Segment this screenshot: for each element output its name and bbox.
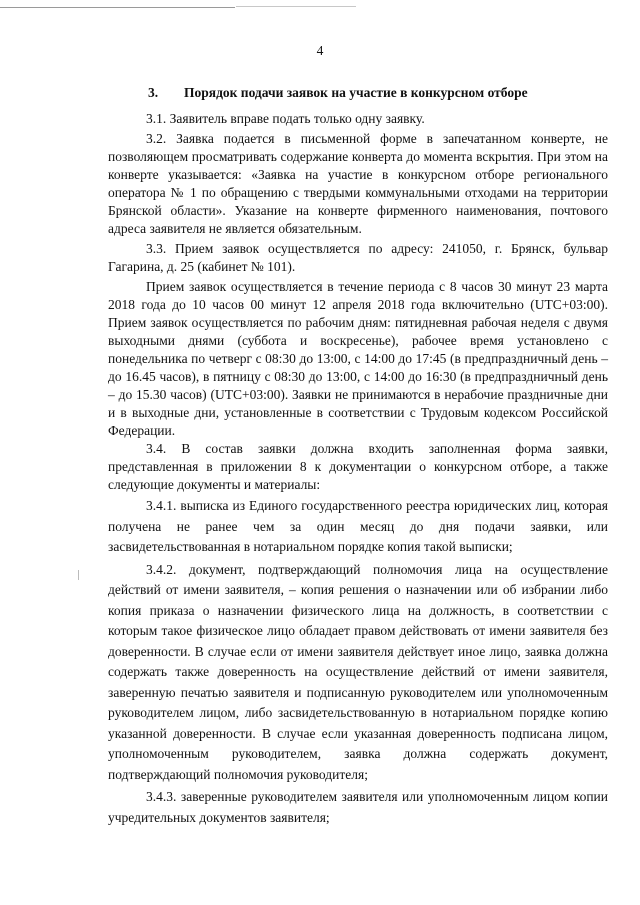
scan-artifact-mark — [78, 570, 79, 580]
document-body — [108, 84, 608, 828]
documents-list — [108, 496, 608, 828]
page-number: 4 — [316, 43, 324, 58]
paragraph-3-3: 3.3. Прием заявок осуществляется по адресу: 241050, г. Брянск, бульвар Гагарина, д. 25 (кабинет № 101). — [108, 241, 608, 274]
paragraph-reception-period: Прием заявок осуществляется в течение периода с 8 часов 30 минут 23 марта 2018 года до 10 часов 00 минут 12 апреля 2018 года включительно (UTC+03:00). Прием заявок осуществляется по рабочим дням: пятидневная рабочая неделя с двумя выходными днями (суббота и воскресенье), рабочее время установлено с понедельника по четверг с 08:30 до 13:00, с 14:00 до 17:45 (в предпраздничный день – до 16.45 часов), в пятницу с 08:30 до 13:00, с 14:00 до 16:30 (в предпраздничный день – до 15.30 часов) (UTC+03:00). Заявки не принимаются в нерабочие праздничные дни и в выходные дни, установленные в соответствии с Трудовым кодексом Российской Федерации. — [108, 279, 608, 438]
scan-artifact-line — [236, 6, 356, 7]
list-item-3-4-3: 3.4.3. заверенные руководителем заявителя или уполномоченным лицом копии учредительных документов заявителя; — [108, 789, 608, 825]
paragraph-3-4: 3.4. В состав заявки должна входить заполненная форма заявки, представленная в приложении 8 к документации о конкурсном отборе, а также следующие документы и материалы: — [108, 441, 608, 492]
paragraph-3-1: 3.1. Заявитель вправе подать только одну заявку. — [146, 111, 425, 126]
section-heading — [108, 84, 608, 102]
list-item-3-4-2: 3.4.2. документ, подтверждающий полномочия лица на осуществление действий от имени заявителя, – копия решения о назначении или об избрании либо копия приказа о назначении физического лица на должность, в соответствии с которым такое физическое лицо обладает правом действовать от имени заявителя без доверенности. В случае если от имени заявителя действует иное лицо, заявка должна содержать также доверенность на осуществление действий от имени заявителя, заверенную печатью заявителя и подписанную руководителем или уполномоченным руководителем лицом, либо засвидетельствованную в нотариальном порядке копию указанной доверенности. В случае если указанная доверенность подписана лицом, уполномоченным руководителем, заявка должна содержать документ, подтверждающий полномочия руководителя; — [108, 561, 608, 782]
paragraph-3-2: 3.2. Заявка подается в письменной форме в запечатанном конверте, не позволяющем просматривать содержание конверта до момента вскрытия. При этом на конверте указывается: «Заявка на участие в конкурсном отборе регионального оператора № 1 по обращению с твердыми коммунальными отходами на территории Брянской области». Указание на конверте фирменного наименования, почтового адреса заявителя не является обязательным. — [108, 131, 608, 236]
section-number: 3. — [148, 85, 159, 100]
list-item-3-4-1: 3.4.1. выписка из Единого государственного реестра юридических лиц, которая получена не ранее чем за один месяц до дня подачи заявки, или засвидетельствованная в нотариальном порядке копия такой выписки; — [108, 498, 608, 554]
scan-artifact-line — [0, 7, 235, 8]
section-title: Порядок подачи заявок на участие в конкурсном отборе — [184, 85, 528, 100]
